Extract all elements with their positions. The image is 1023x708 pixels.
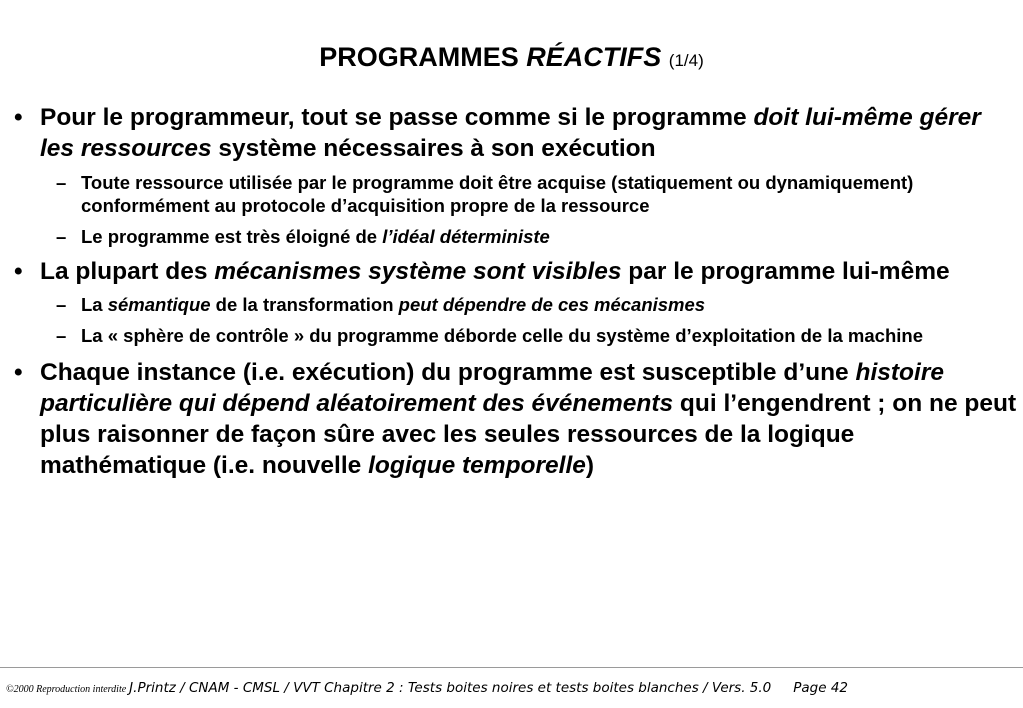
sub-bullet-1-2 — [14, 225, 1018, 248]
footer-copyright: ©2000 Reproduction interdite — [6, 684, 127, 695]
sub-bullet-2-1 — [14, 293, 1018, 316]
sub-bullet-2-2 — [14, 324, 1018, 347]
title-italic: RÉACTIFS — [526, 42, 662, 72]
footer-divider — [0, 667, 1023, 668]
bullet-marker: • — [14, 258, 23, 285]
slide-title — [0, 40, 1023, 78]
dash-marker: – — [56, 294, 67, 315]
dash-marker: – — [56, 226, 67, 247]
sub-bullet-1-2-emphasis: l’idéal déterministe — [382, 226, 550, 247]
sub-bullet-1-1 — [14, 171, 1018, 217]
dash-marker: – — [56, 325, 67, 346]
bullet-1-emphasis: doit lui-même gérer les ressources — [40, 104, 981, 162]
title-page-indicator: (1/4) — [668, 51, 704, 70]
bullet-3-text-mid: qui l’engendrent ; on ne peut plus raisonner de façon sûre avec les seules ressources de la logique mathématique (i.e. nouvelle — [40, 390, 1017, 479]
bullet-3-text: Chaque instance (i.e. exécution) du programme est susceptible d’une — [40, 359, 856, 386]
footer-page-number: Page 42 — [793, 680, 849, 696]
bullet-marker: • — [14, 359, 23, 386]
bullet-3-text-close: ) — [585, 452, 595, 479]
footer-course-info: J.Printz / CNAM - CMSL / VVT Chapitre 2 : Tests boites noires et tests boites blanches / Vers. 5.0 — [129, 680, 772, 696]
sub-bullet-2-1-emphasis: sémantique — [107, 294, 211, 315]
sub-bullet-2-1-text: La — [81, 294, 108, 315]
bullet-3 — [14, 357, 1018, 481]
sub-bullet-2-1-text-mid: de la transformation — [210, 294, 399, 315]
bullet-2-text: La plupart des — [40, 258, 215, 285]
bullet-1 — [14, 102, 1018, 164]
bullet-1-text-end: système nécessaires à son exécution — [211, 135, 656, 162]
slide-body — [14, 102, 1018, 481]
sub-bullet-1-1-text: Toute ressource utilisée par le programme doit être acquise (statiquement ou dynamiquement) conformément au protocole d’acquisition propre de la ressource — [81, 172, 914, 216]
bullet-3-emphasis-end: logique temporelle — [368, 452, 586, 479]
sub-bullet-1-2-text: Le programme est très éloigné de — [81, 226, 383, 247]
title-main: PROGRAMMES — [319, 42, 527, 72]
bullet-3-emphasis: histoire particulière qui dépend aléatoirement des événements — [40, 359, 944, 417]
bullet-marker: • — [14, 104, 23, 131]
sub-bullet-2-1-emphasis-end: peut dépendre de ces mécanismes — [398, 294, 706, 315]
bullet-2 — [14, 256, 1018, 287]
slide-footer — [6, 679, 1016, 696]
dash-marker: – — [56, 172, 67, 193]
bullet-1-text: Pour le programmeur, tout se passe comme si le programme — [40, 104, 754, 131]
bullet-2-emphasis: mécanismes système sont visibles — [214, 258, 622, 285]
bullet-2-text-end: par le programme lui-même — [621, 258, 950, 285]
sub-bullet-2-2-text: La « sphère de contrôle » du programme déborde celle du système d’exploitation de la machine — [81, 325, 923, 346]
